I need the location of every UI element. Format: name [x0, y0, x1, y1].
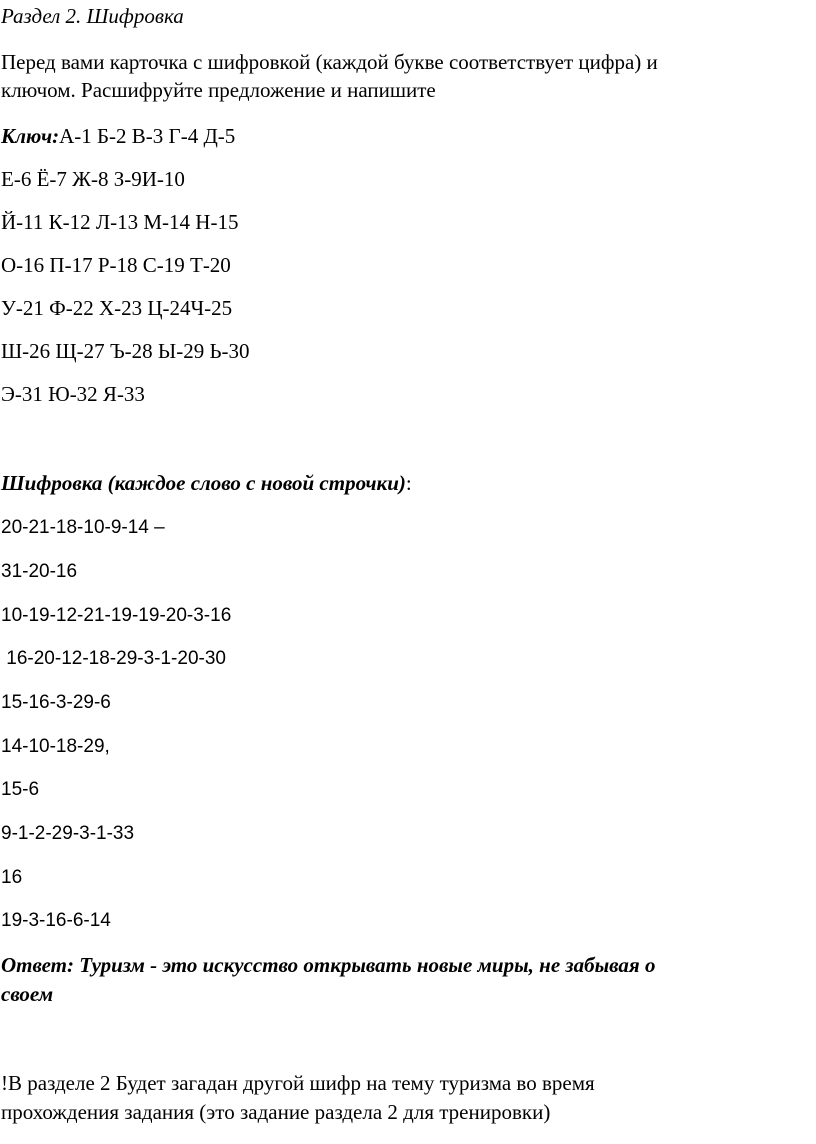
cipher-label-suffix: : [405, 471, 412, 495]
cipher-line: 9-1-2-29-3-1-33 [1, 823, 135, 844]
section-title: Раздел 2. Шифровка [1, 4, 184, 28]
answer-line-2: своем [1, 982, 54, 1006]
intro-line-1: Перед вами карточка с шифровкой (каждой букве соответствует цифра) и [1, 50, 658, 74]
cipher-line: 14-10-18-29, [1, 736, 110, 757]
key-row: Ш-26 Щ-27 Ъ-28 Ы-29 Ь-30 [1, 339, 250, 363]
key-row: Э-31 Ю-32 Я-33 [1, 382, 145, 406]
key-row: Е-6 Ё-7 Ж-8 З-9И-10 [1, 167, 185, 191]
answer-line-1: Ответ: Туризм - это искусство открывать новые миры, не забывая о [1, 953, 656, 977]
cipher-line: 15-16-3-29-6 [1, 692, 111, 713]
key-row: О-16 П-17 Р-18 С-19 Т-20 [1, 253, 231, 277]
cipher-line: 20-21-18-10-9-14 – [1, 517, 165, 538]
cipher-line: 15-6 [1, 779, 40, 800]
intro-line-2: ключом. Расшифруйте предложение и напишите [1, 78, 436, 102]
note-line-2: прохождения задания (это задание раздела 2 для тренировки) [1, 1100, 551, 1124]
key-row: Й-11 К-12 Л-13 М-14 Н-15 [1, 210, 239, 234]
cipher-line: 16-20-12-18-29-3-1-20-30 [1, 648, 226, 669]
cipher-line: 16 [1, 867, 23, 888]
key-row: У-21 Ф-22 Х-23 Ц-24Ч-25 [1, 296, 233, 320]
key-row-0: А-1 Б-2 В-3 Г-4 Д-5 [59, 124, 236, 148]
cipher-line: 31-20-16 [1, 561, 78, 582]
cipher-line: 10-19-12-21-19-19-20-3-16 [1, 605, 232, 626]
key-first-row [1, 126, 235, 147]
cipher-line: 19-3-16-6-14 [1, 910, 111, 931]
cipher-heading [1, 473, 412, 494]
cipher-label: Шифровка (каждое слово с новой строчки) [1, 471, 406, 495]
key-label: Ключ: [1, 124, 60, 148]
note-line-1: !В разделе 2 Будет загадан другой шифр на тему туризма во время [1, 1071, 595, 1095]
